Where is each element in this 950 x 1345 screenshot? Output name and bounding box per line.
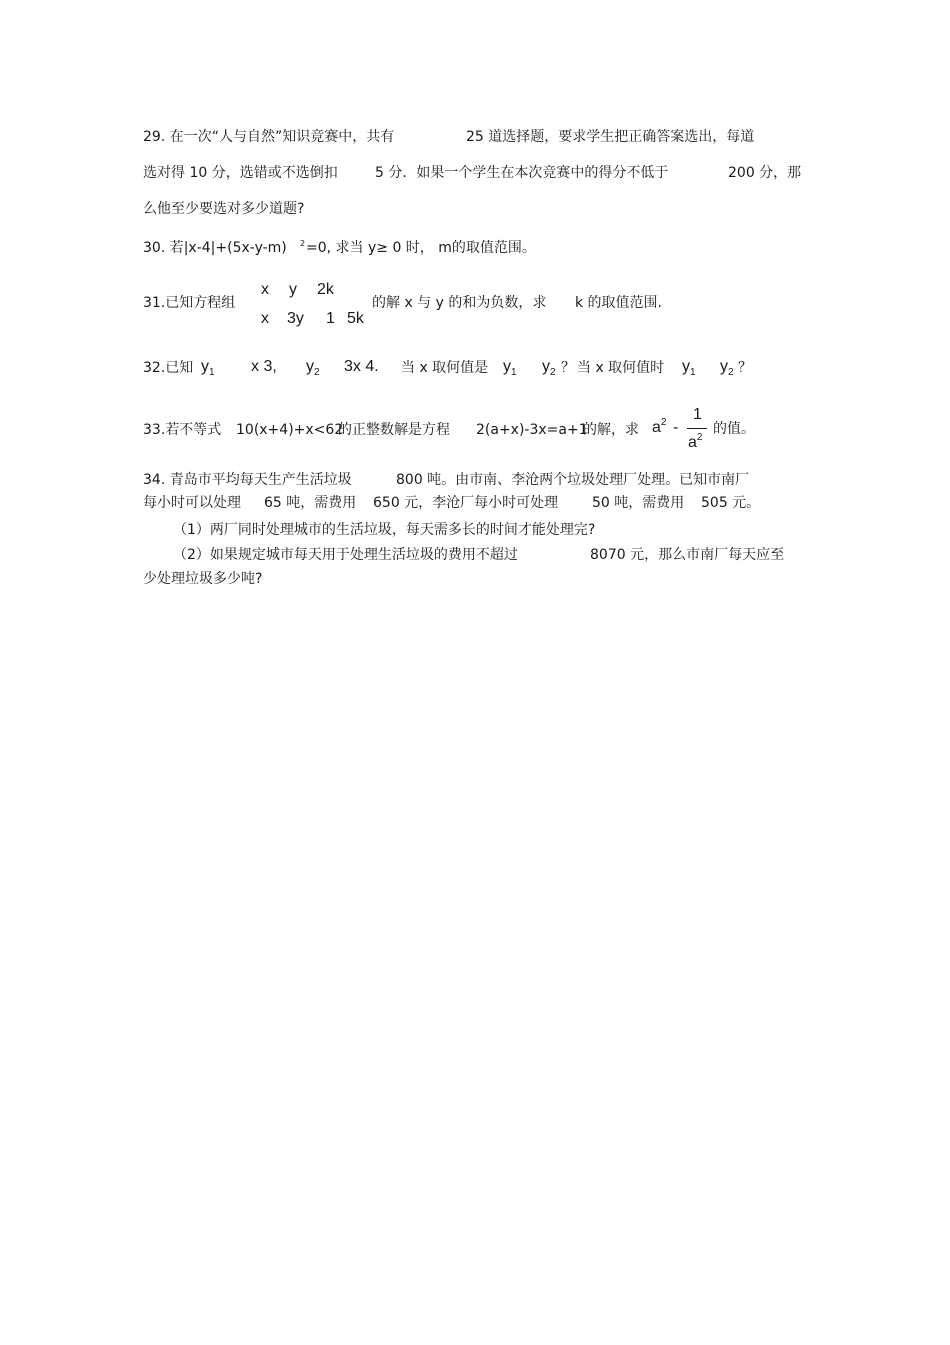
- q31-label: 31.已知方程组: [143, 295, 236, 311]
- q34-subquestion-1: （1）两厂同时处理城市的生活垃圾，每天需多长的时间才能处理完?: [173, 522, 596, 538]
- q32-qmark-2: ？: [738, 360, 752, 376]
- q33-fraction-bar: [687, 428, 707, 429]
- q33-tail: 的值。: [713, 421, 755, 437]
- q34-subquestion-2-line2: 少处理垃圾多少吨?: [143, 571, 263, 587]
- q33-part2: 的正整数解是方程: [338, 422, 450, 438]
- q32-y2-b: $y_2$: [542, 358, 556, 378]
- q33-inequality: 10(x+4)+x<62: [236, 422, 344, 438]
- q32-question1: 当 x 取何值是: [401, 360, 489, 376]
- q33-frac-denominator: $a^2$: [688, 432, 703, 451]
- q30-part1: 30. 若|x-4|+(5x-y-m): [143, 240, 287, 256]
- q31-eq1-x: x: [261, 281, 269, 298]
- q29-line2-part1: 选对得 10 分，选错或不选倒扣: [143, 165, 338, 181]
- q32-y1-b: $y_1$: [503, 358, 517, 378]
- q31-eq2-x: x: [261, 310, 269, 327]
- q31-eq1-y: y: [289, 281, 297, 298]
- q34-line2-part1: 每小时可以处理: [143, 495, 241, 511]
- q29-line2-part2: 5 分．如果一个学生在本次竞赛中的得分不低于: [375, 165, 669, 181]
- q31-eq1-rhs: 2k: [317, 281, 334, 298]
- q32-expr2: 3x 4.: [344, 358, 379, 375]
- q34-subquestion-2: （2）如果规定城市每天用于处理生活垃圾的费用不超过: [173, 547, 518, 563]
- q34-line1-part2: 800 吨。由市南、李沧两个垃圾处理厂处理。已知市南厂: [396, 472, 750, 488]
- q31-eq2-one: 1: [326, 310, 335, 327]
- q32-y2-a: $y_2$: [306, 358, 320, 378]
- q32-expr1: x 3,: [251, 358, 277, 375]
- q32-qmark-1: ？: [561, 360, 575, 376]
- q33-a-squared: $a^2$: [652, 417, 667, 436]
- q34-line2-part4: 50 吨，需费用: [592, 495, 685, 511]
- q32-y2-c: $y_2$: [720, 358, 734, 378]
- q29-line1-part1: 29. 在一次“人与自然”知识竞赛中，共有: [143, 129, 395, 145]
- q34-line2-part2: 65 吨，需费用: [264, 495, 357, 511]
- q31-tail-2: k 的取值范围.: [575, 295, 663, 311]
- q31-eq2-5k: 5k: [347, 310, 364, 327]
- q31-tail-1: 的解 x 与 y 的和为负数，求: [372, 295, 547, 311]
- q29-line2-part3: 200 分，那: [728, 165, 802, 181]
- q32-label: 32.已知: [143, 360, 194, 376]
- q32-y1-a: $y_1$: [201, 358, 215, 378]
- q29-line3: 么他至少要选对多少道题?: [143, 201, 305, 217]
- q34-line2-part3: 650 元，李沧厂每小时可处理: [373, 495, 559, 511]
- q33-minus: -: [673, 419, 679, 436]
- q33-part1: 33.若不等式: [143, 422, 222, 438]
- q30-exponent: 2: [300, 239, 306, 248]
- q30-part2: =0, 求当 y≥ 0 时， m的取值范围。: [306, 240, 536, 256]
- q34-line2-part5: 505 元。: [701, 495, 761, 511]
- q34-subquestion-2-cont: 8070 元，那么市南厂每天应至: [590, 547, 785, 563]
- q32-question2: 当 x 取何值时: [577, 360, 665, 376]
- q33-frac-numerator: 1: [693, 406, 702, 423]
- q33-equation: 2(a+x)-3x=a+1: [476, 422, 588, 438]
- q31-eq2-3y: 3y: [287, 310, 304, 327]
- q34-line1-part1: 34. 青岛市平均每天生产生活垃圾: [143, 472, 352, 488]
- q29-line1-part2: 25 道选择题，要求学生把正确答案选出，每道: [466, 129, 755, 145]
- q32-y1-c: $y_1$: [682, 358, 696, 378]
- q33-part3: 的解，求: [583, 422, 639, 438]
